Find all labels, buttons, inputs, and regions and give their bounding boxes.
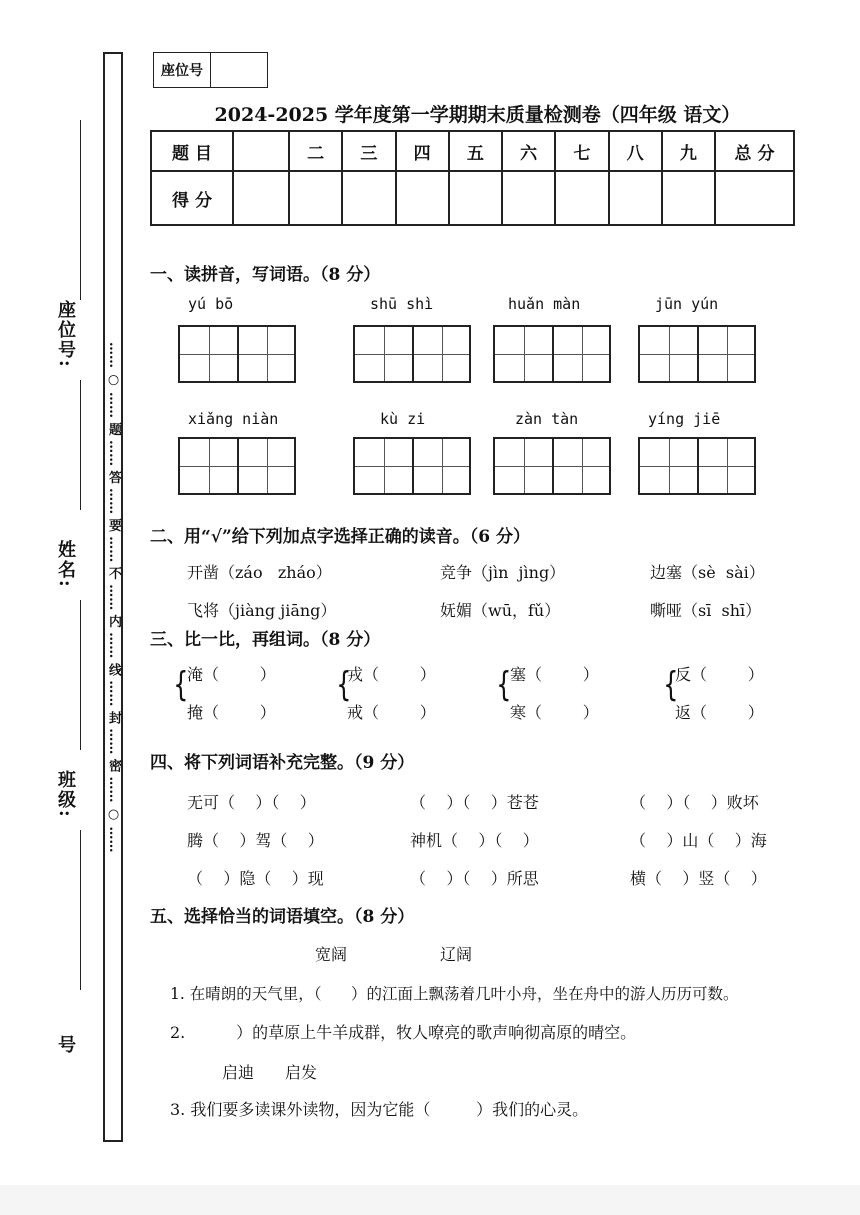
score-cell[interactable] xyxy=(449,171,502,225)
page-footer-band xyxy=(0,1185,860,1215)
fill-sentence-3[interactable]: 3. 我们要多读课外读物，因为它能（ ）我们的心灵。 xyxy=(170,1100,589,1119)
score-header-cell: 三 xyxy=(342,131,395,171)
idiom-item[interactable]: 横（ ）竖（ ） xyxy=(630,869,767,888)
score-header-cell: 二 xyxy=(289,131,342,171)
section-1-title: 一、读拼音，写词语。（8 分） xyxy=(150,265,381,285)
score-cell[interactable] xyxy=(555,171,608,225)
brace-icon: { xyxy=(336,665,352,705)
writing-grid[interactable] xyxy=(638,325,756,383)
score-header-cell: 六 xyxy=(502,131,555,171)
idiom-item[interactable]: （ ）（ ）所思 xyxy=(410,869,539,888)
score-cell[interactable] xyxy=(662,171,715,225)
pinyin-label: yú bō xyxy=(188,295,234,313)
pronunciation-item[interactable]: 妩媚（wū，fǔ） xyxy=(440,601,561,620)
word-pair-top[interactable]: 塞（ ） xyxy=(510,665,599,684)
brace-icon: { xyxy=(496,665,512,705)
score-cell[interactable] xyxy=(502,171,555,225)
pinyin-label: huǎn màn xyxy=(508,295,581,313)
fill-sentence-1[interactable]: 1. 在晴朗的天气里，（ ）的江面上飘荡着几叶小舟，坐在舟中的游人历历可数。 xyxy=(170,985,739,1003)
word-choice: 辽阔 xyxy=(440,945,473,964)
binding-name-label: 姓名: xyxy=(55,540,76,589)
writing-grid[interactable] xyxy=(638,437,756,495)
writing-grid[interactable] xyxy=(493,437,611,495)
pinyin-label: xiǎng niàn xyxy=(188,410,279,428)
binding-line-1 xyxy=(80,120,81,300)
pinyin-label: yíng jiē xyxy=(648,410,721,428)
score-cell[interactable] xyxy=(396,171,449,225)
pronunciation-item[interactable]: 边塞（sè sài） xyxy=(650,563,765,582)
pronunciation-item[interactable]: 嘶哑（sī shī） xyxy=(650,601,762,620)
idiom-item[interactable]: 腾（ ）驾（ ） xyxy=(187,831,324,850)
exam-title: 2024-2025 学年度第一学期期末质量检测卷（四年级 语文） xyxy=(214,104,741,126)
pronunciation-item[interactable]: 开凿（záo zháo） xyxy=(187,563,332,582)
pronunciation-item[interactable]: 飞将（jiàng jiāng） xyxy=(187,601,337,620)
writing-grid[interactable] xyxy=(178,325,296,383)
score-cell[interactable] xyxy=(289,171,342,225)
writing-grid[interactable] xyxy=(353,437,471,495)
section-5-title: 五、选择恰当的词语填空。（8 分） xyxy=(150,907,415,927)
word-pair-bottom[interactable]: 返（ ） xyxy=(675,703,764,722)
seat-number-label: 座位号 xyxy=(154,53,211,87)
score-header-cell: 五 xyxy=(449,131,502,171)
idiom-item[interactable]: （ ）隐（ ）现 xyxy=(187,869,324,888)
word-choice: 启迪 xyxy=(222,1063,255,1082)
pinyin-label: shū shì xyxy=(370,295,434,313)
binding-line-3 xyxy=(80,600,81,750)
score-header-cell: 四 xyxy=(396,131,449,171)
word-choice: 启发 xyxy=(285,1063,318,1082)
word-pair-bottom[interactable]: 戒（ ） xyxy=(347,703,436,722)
brace-icon: { xyxy=(663,665,679,705)
score-cell[interactable] xyxy=(233,171,289,225)
binding-class-label: 班级: xyxy=(55,770,76,819)
word-pair-bottom[interactable]: 掩（ ） xyxy=(187,703,276,722)
word-pair-top[interactable]: 戎（ ） xyxy=(347,665,436,684)
writing-grid[interactable] xyxy=(178,437,296,495)
section-4-title: 四、将下列词语补充完整。（9 分） xyxy=(150,753,415,773)
pinyin-label: kù zi xyxy=(380,410,426,428)
seat-number-field[interactable] xyxy=(211,53,267,87)
word-pair-bottom[interactable]: 寒（ ） xyxy=(510,703,599,722)
score-header-cell: 题 目 xyxy=(151,131,233,171)
binding-line-2 xyxy=(80,380,81,510)
seal-line-text: …… ○ …… 题 …… 答 …… 要 …… 不 …… 内 …… 线 …… 封 …… 密 …… ○ …… xyxy=(106,342,121,853)
seat-number-box xyxy=(153,52,268,88)
fill-sentence-2[interactable]: 2. ）的草原上牛羊成群，牧人嘹亮的歌声响彻高原的晴空。 xyxy=(170,1023,637,1042)
score-header-cell xyxy=(233,131,289,171)
writing-grid[interactable] xyxy=(353,325,471,383)
pinyin-label: jūn yún xyxy=(655,295,719,313)
binding-seat-label: 座位号: xyxy=(55,300,76,369)
score-row-label: 得 分 xyxy=(151,171,233,225)
section-2-title: 二、用“√”给下列加点字选择正确的读音。（6 分） xyxy=(150,527,530,547)
word-choice: 宽阔 xyxy=(315,945,348,964)
writing-grid[interactable] xyxy=(493,325,611,383)
section-3-title: 三、比一比，再组词。（8 分） xyxy=(150,630,381,650)
binding-line-4 xyxy=(80,830,81,990)
score-header-cell: 九 xyxy=(662,131,715,171)
score-header-cell: 总 分 xyxy=(715,131,794,171)
score-cell[interactable] xyxy=(342,171,395,225)
word-pair-top[interactable]: 淹（ ） xyxy=(187,665,276,684)
score-cell[interactable] xyxy=(609,171,662,225)
idiom-item[interactable]: （ ）（ ）败坏 xyxy=(630,793,759,812)
pronunciation-item[interactable]: 竞争（jìn jìng） xyxy=(440,563,566,582)
word-pair-top[interactable]: 反（ ） xyxy=(675,665,764,684)
score-header-cell: 七 xyxy=(555,131,608,171)
score-header-cell: 八 xyxy=(609,131,662,171)
pinyin-label: zàn tàn xyxy=(515,410,579,428)
idiom-item[interactable]: （ ）（ ）苍苍 xyxy=(410,793,539,812)
brace-icon: { xyxy=(173,665,189,705)
binding-id-label: 号 xyxy=(55,1035,76,1055)
idiom-item[interactable]: （ ）山（ ）海 xyxy=(630,831,767,850)
score-cell[interactable] xyxy=(715,171,794,225)
idiom-item[interactable]: 神机（ ）（ ） xyxy=(410,831,539,850)
idiom-item[interactable]: 无可（ ）（ ） xyxy=(187,793,316,812)
score-table xyxy=(150,130,795,226)
